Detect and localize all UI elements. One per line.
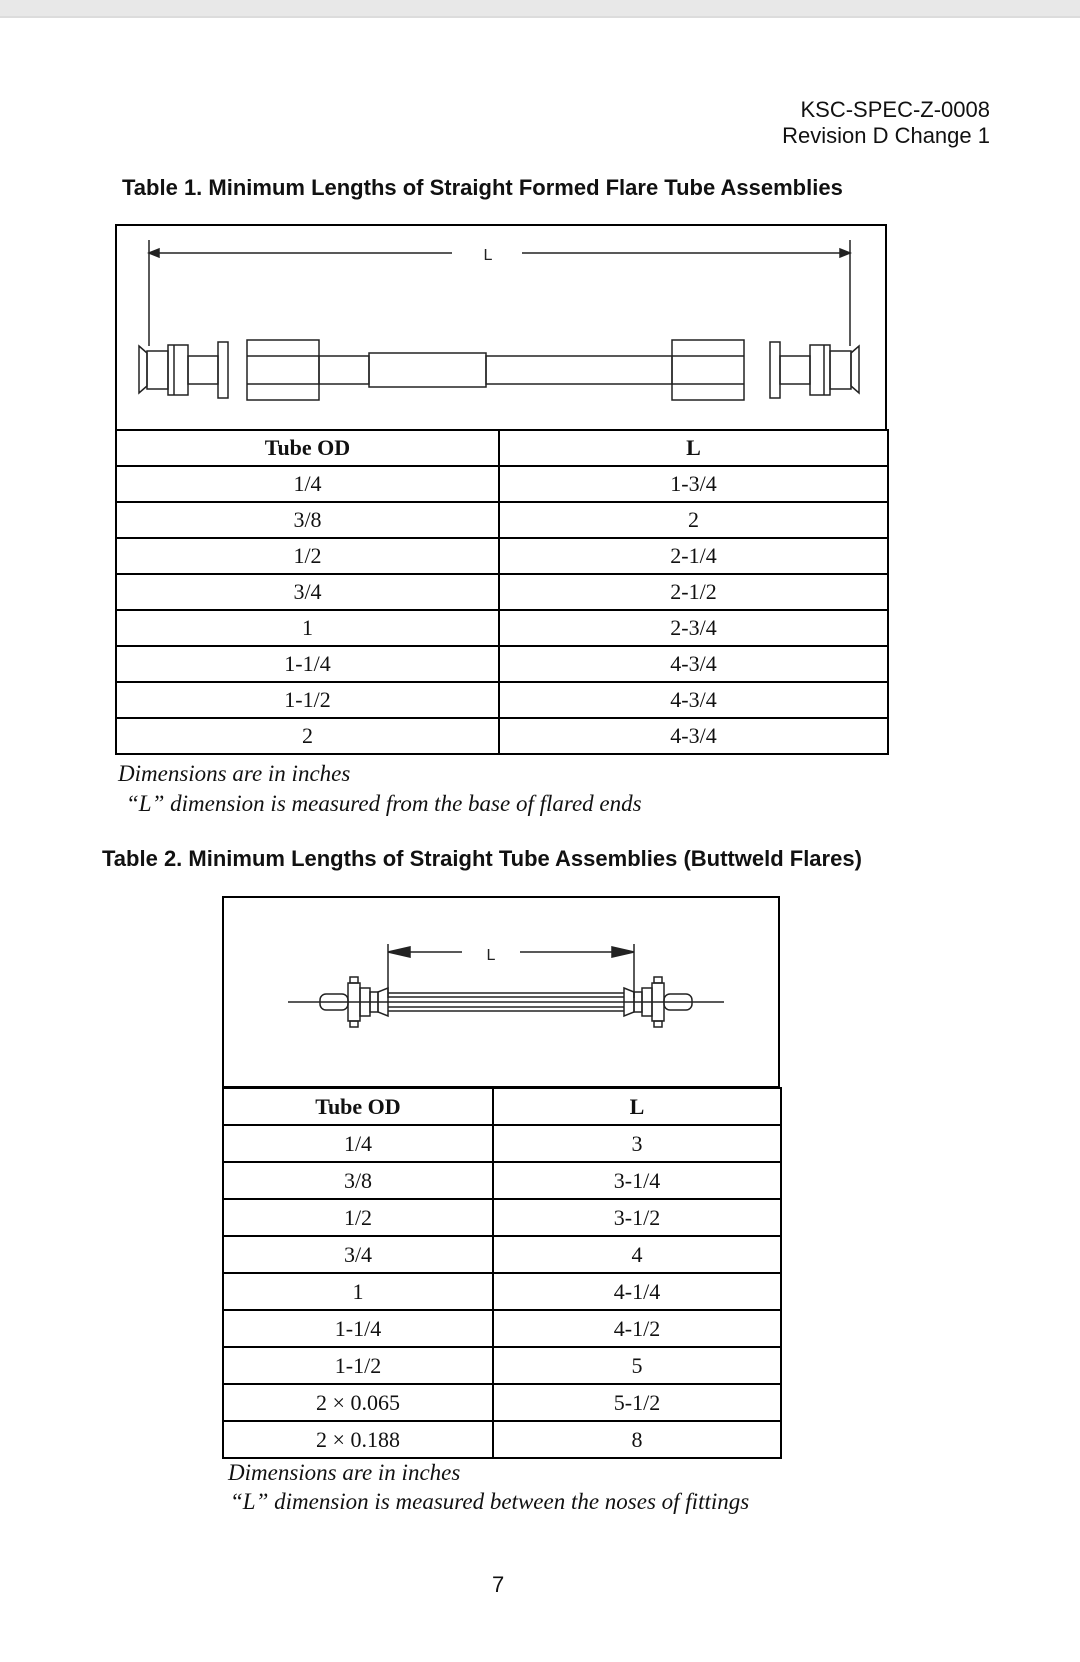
table-row	[116, 574, 888, 610]
tube-od-cell: 3/8	[223, 1162, 493, 1199]
length-cell: 4-3/4	[499, 646, 888, 682]
tube-od-cell: 1/4	[116, 466, 499, 502]
column-header-l: L	[499, 430, 888, 466]
table2-note-measurement: “L” dimension is measured between the noses of fittings	[230, 1489, 750, 1514]
table-row	[223, 1421, 781, 1458]
length-cell: 2-1/4	[499, 538, 888, 574]
length-cell: 5-1/2	[493, 1384, 781, 1421]
length-cell: 4	[493, 1236, 781, 1273]
tube-od-cell: 1/4	[223, 1125, 493, 1162]
tube-od-cell: 3/4	[116, 574, 499, 610]
right-flare-fitting	[672, 340, 859, 400]
doc-id: KSC-SPEC-Z-0008	[800, 97, 990, 122]
length-cell: 3-1/2	[493, 1199, 781, 1236]
table-row	[116, 646, 888, 682]
length-cell: 3-1/4	[493, 1162, 781, 1199]
length-cell: 2-1/2	[499, 574, 888, 610]
table-header-row	[116, 430, 888, 466]
tube-od-cell: 1	[223, 1273, 493, 1310]
tube-od-cell: 3/8	[116, 502, 499, 538]
table-row	[116, 718, 888, 754]
page-number: 7	[492, 1572, 505, 1597]
tube-od-cell: 1-1/2	[223, 1347, 493, 1384]
table-header-row	[223, 1088, 781, 1125]
dimension-l-label: L	[483, 247, 493, 264]
column-header-l: L	[493, 1088, 781, 1125]
table-row	[116, 466, 888, 502]
flare-tube-diagram	[115, 224, 887, 431]
table-row	[223, 1347, 781, 1384]
tube-od-cell: 1/2	[223, 1199, 493, 1236]
length-cell: 2-3/4	[499, 610, 888, 646]
table1-caption: Table 1. Minimum Lengths of Straight Formed Flare Tube Assemblies	[122, 175, 843, 200]
table1-note-units: Dimensions are in inches	[118, 761, 351, 786]
revision-label: Revision D Change 1	[782, 123, 990, 148]
table-row	[223, 1310, 781, 1347]
table2-note-units: Dimensions are in inches	[228, 1460, 461, 1485]
buttweld-tube-diagram	[222, 896, 780, 1088]
tube-od-cell: 1-1/2	[116, 682, 499, 718]
table-row	[223, 1199, 781, 1236]
tube-od-cell: 2	[116, 718, 499, 754]
table-row	[223, 1384, 781, 1421]
table-row	[116, 538, 888, 574]
left-flare-fitting	[139, 340, 319, 400]
table1	[115, 429, 889, 755]
length-cell: 4-1/4	[493, 1273, 781, 1310]
length-cell: 5	[493, 1347, 781, 1384]
table2-caption: Table 2. Minimum Lengths of Straight Tube Assemblies (Buttweld Flares)	[102, 846, 862, 871]
tube-od-cell: 1-1/4	[116, 646, 499, 682]
length-cell: 2	[499, 502, 888, 538]
length-cell: 4-3/4	[499, 718, 888, 754]
table-row	[116, 682, 888, 718]
tube-body	[319, 353, 672, 387]
length-cell: 4-3/4	[499, 682, 888, 718]
table-row	[116, 610, 888, 646]
dimension-l-label: L	[486, 947, 496, 964]
tube-od-cell: 2 × 0.188	[223, 1421, 493, 1458]
length-cell: 1-3/4	[499, 466, 888, 502]
dimension-line-l	[388, 944, 634, 998]
length-cell: 3	[493, 1125, 781, 1162]
tube-od-cell: 1/2	[116, 538, 499, 574]
table-row	[223, 1236, 781, 1273]
tube-od-cell: 1-1/4	[223, 1310, 493, 1347]
length-cell: 4-1/2	[493, 1310, 781, 1347]
page-top-strip	[0, 0, 1080, 18]
table-row	[223, 1125, 781, 1162]
table-row	[116, 502, 888, 538]
tube-od-cell: 2 × 0.065	[223, 1384, 493, 1421]
table-row	[223, 1162, 781, 1199]
column-header-tube-od: Tube OD	[116, 430, 499, 466]
dimension-line-l	[149, 240, 850, 346]
table1-note-measurement: “L” dimension is measured from the base of flared ends	[126, 791, 642, 816]
table-row	[223, 1273, 781, 1310]
column-header-tube-od: Tube OD	[223, 1088, 493, 1125]
length-cell: 8	[493, 1421, 781, 1458]
table2	[222, 1087, 782, 1459]
tube-od-cell: 1	[116, 610, 499, 646]
tube-od-cell: 3/4	[223, 1236, 493, 1273]
